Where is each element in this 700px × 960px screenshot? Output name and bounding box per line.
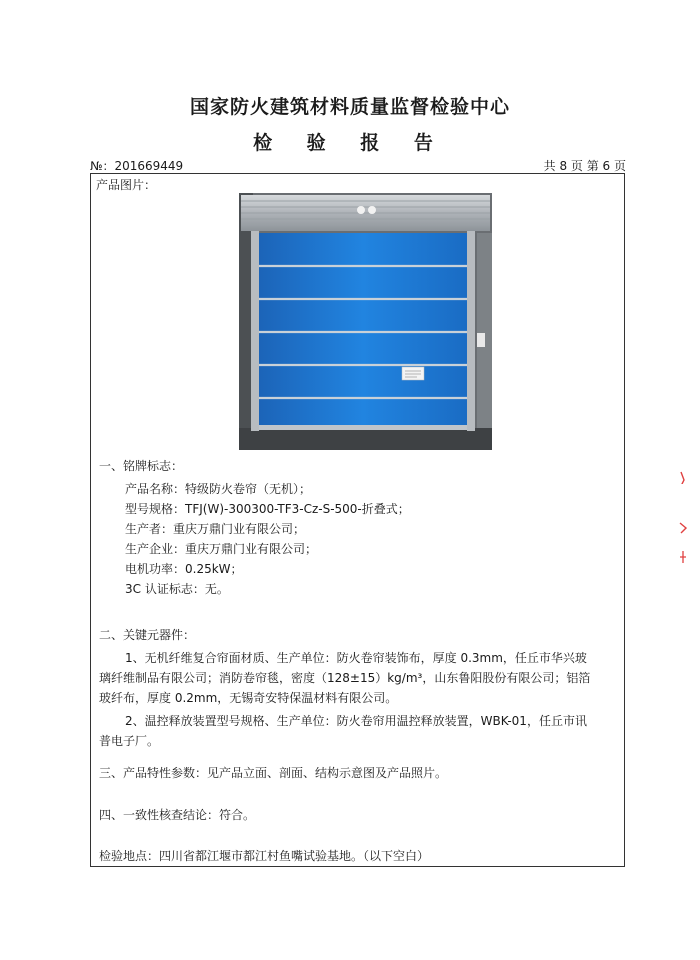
- product-image-label: 产品图片：: [96, 178, 157, 192]
- doc-title: 检 验 报 告: [253, 132, 447, 154]
- component-1-line2: 璃纤维制品有限公司；消防卷帘毯，密度（128±15）kg/m³，山东鲁阳股份有限公司；铝箔: [99, 671, 591, 685]
- seal-mark-1: [678, 470, 688, 484]
- fire-shutter-photo: [239, 193, 492, 450]
- product-name: 产品名称：特级防火卷帘（无机）；: [125, 482, 312, 496]
- component-2-line2: 普电子厂。: [99, 734, 160, 748]
- seal-mark-3: [678, 550, 688, 564]
- page-info: 共 8 页 第 6 页: [543, 159, 626, 173]
- product-photo: [239, 193, 492, 450]
- motor-power: 电机功率：0.25kW；: [125, 562, 243, 576]
- component-2-line1: 2、温控释放装置型号规格、生产单位：防火卷帘用温控释放装置，WBK-01，任丘市讯: [125, 714, 587, 728]
- characteristics: 三、产品特性参数：见产品立面、剖面、结构示意图及产品照片。: [99, 766, 448, 780]
- test-location: 检验地点：四川省都江堰市都江村鱼嘴试验基地。（以下空白）: [99, 849, 430, 863]
- model-spec: 型号规格：TFJ(W)-300300-TF3-Cz-S-500-折叠式；: [125, 502, 410, 516]
- org-title: 国家防火建筑材料质量监督检验中心: [189, 96, 510, 118]
- producer: 生产者：重庆万鼎门业有限公司；: [125, 522, 306, 536]
- components-heading: 二、关键元器件：: [99, 628, 196, 642]
- conclusion: 四、一致性核查结论：符合。: [99, 808, 256, 822]
- report-number: №：201669449: [90, 159, 184, 173]
- seal-mark-2: [678, 520, 688, 534]
- enterprise: 生产企业：重庆万鼎门业有限公司；: [125, 542, 318, 556]
- cert-mark: 3C 认证标志：无。: [125, 582, 229, 596]
- component-1-line3: 玻纤布，厚度 0.2mm，无锡奇安特保温材料有限公司。: [99, 691, 398, 705]
- component-1-line1: 1、无机纤维复合帘面材质、生产单位：防火卷帘装饰布，厚度 0.3mm，任丘市华兴玻: [125, 651, 587, 665]
- nameplate-heading: 一、铭牌标志：: [99, 459, 184, 473]
